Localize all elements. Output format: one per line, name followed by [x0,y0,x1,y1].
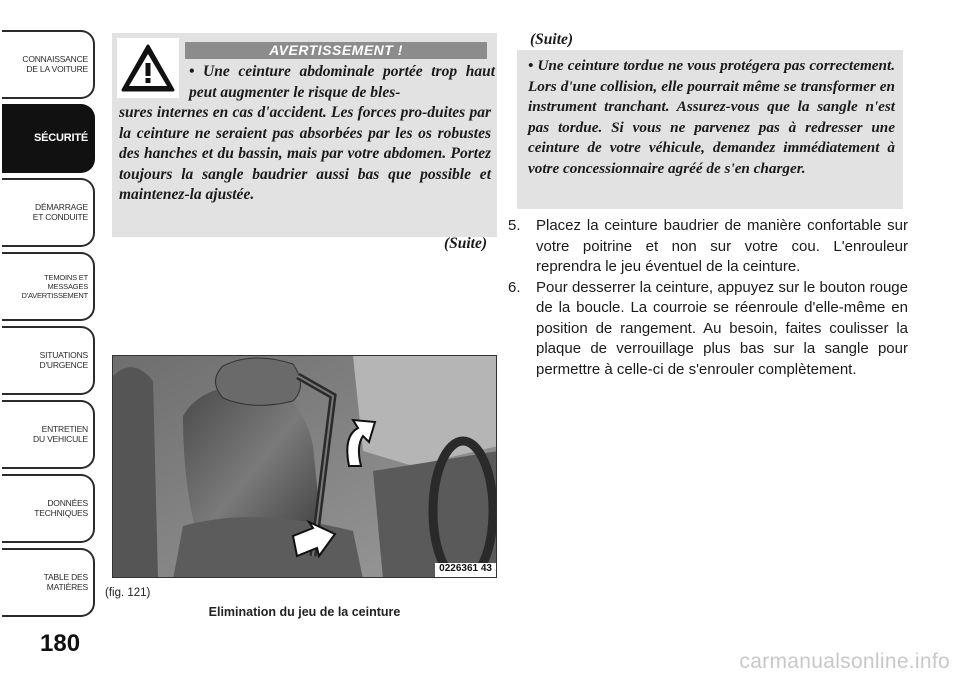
tab-table-des-matieres[interactable] [2,548,95,617]
figure-reference: (fig. 121) [105,587,151,599]
step-number: 6. [508,278,521,296]
warning-box-right [517,50,903,209]
page-number: 180 [40,630,81,657]
figure-code: 0226361 43 [439,563,492,574]
step-number: 5. [508,217,521,234]
tab-securite[interactable] [2,104,95,173]
chapter-sidebar [0,0,98,678]
figure-caption: Elimination du jeu de la ceinture [208,605,401,619]
tab-label: SITUATIONS D'URGENCE [39,350,88,370]
tab-label: TEMOINS ET MESSAGES D'AVERTISSEMENT [21,273,88,300]
tab-label: DONNÉES TECHNIQUES [34,498,88,518]
tab-donnees-techniques[interactable] [2,474,95,543]
tab-label: TABLE DES MATIÈRES [43,572,88,592]
tab-label: SÉCURITÉ [33,131,88,144]
tab-label: CONNAISSANCE DE LA VOITURE [22,54,88,74]
warning-body: sures internes en cas d'accident. Les forces pro-duites par la ceinture ne seraient pas absorbées par les os robustes des hanches et du bassin, mais par votre abdomen. Portez toujours la sangle baudrier aussi bas que possible et maintenez-la ajustée. [119,104,491,203]
warning-body-right: • Une ceinture tordue ne vous protégera pas correctement. Lors d'une collision, elle pourrait même se transformer en instrument tranchant. Assurez-vous que la sangle n'est pas tordue. Si vous ne parvenez pas à redresser une ceinture de votre véhicule, demandez immédiatement à votre concessionnaire agréé de s'en charger. [528,57,895,177]
tab-temoins-et-messages[interactable] [2,252,95,321]
continued-title: (Suite) [530,31,574,48]
tab-situations-d-urgence[interactable] [2,326,95,395]
seatbelt-illustration [112,355,497,578]
tab-demarrage-et-conduite[interactable] [2,178,95,247]
tab-label: ENTRETIEN DU VEHICULE [33,424,88,444]
tab-connaissance-de-la-voiture[interactable] [2,30,95,99]
watermark: carmanualsonline.info [739,650,950,673]
step-text: Placez la ceinture baudrier de manière confortable sur votre poitrine et non sur votre cou. L'enrouleur reprendra le jeu éventuel de la ceinture. [536,217,908,275]
warning-first-lines: • Une ceinture abdominale portée trop haut peut augmenter le risque de bles- [189,63,495,101]
step-text: Pour desserrer la ceinture, appuyez sur le bouton rouge de la boucle. La courroie se réenroule d'elle-même en position de rangement. Au besoin, faites coulisser la plaque de verrouillage plus bas sur la sangle pour permettre à celle-ci de s'enrouler complètement. [536,278,908,378]
warning-triangle-icon [117,38,179,98]
instruction-steps [508,216,908,380]
tab-label: DÉMARRAGE ET CONDUITE [32,202,88,222]
list-item [508,278,908,381]
list-item [508,216,908,278]
warning-title: AVERTISSEMENT ! [185,42,487,59]
tab-entretien-du-vehicule[interactable] [2,400,95,469]
continued-label: (Suite) [443,235,487,252]
